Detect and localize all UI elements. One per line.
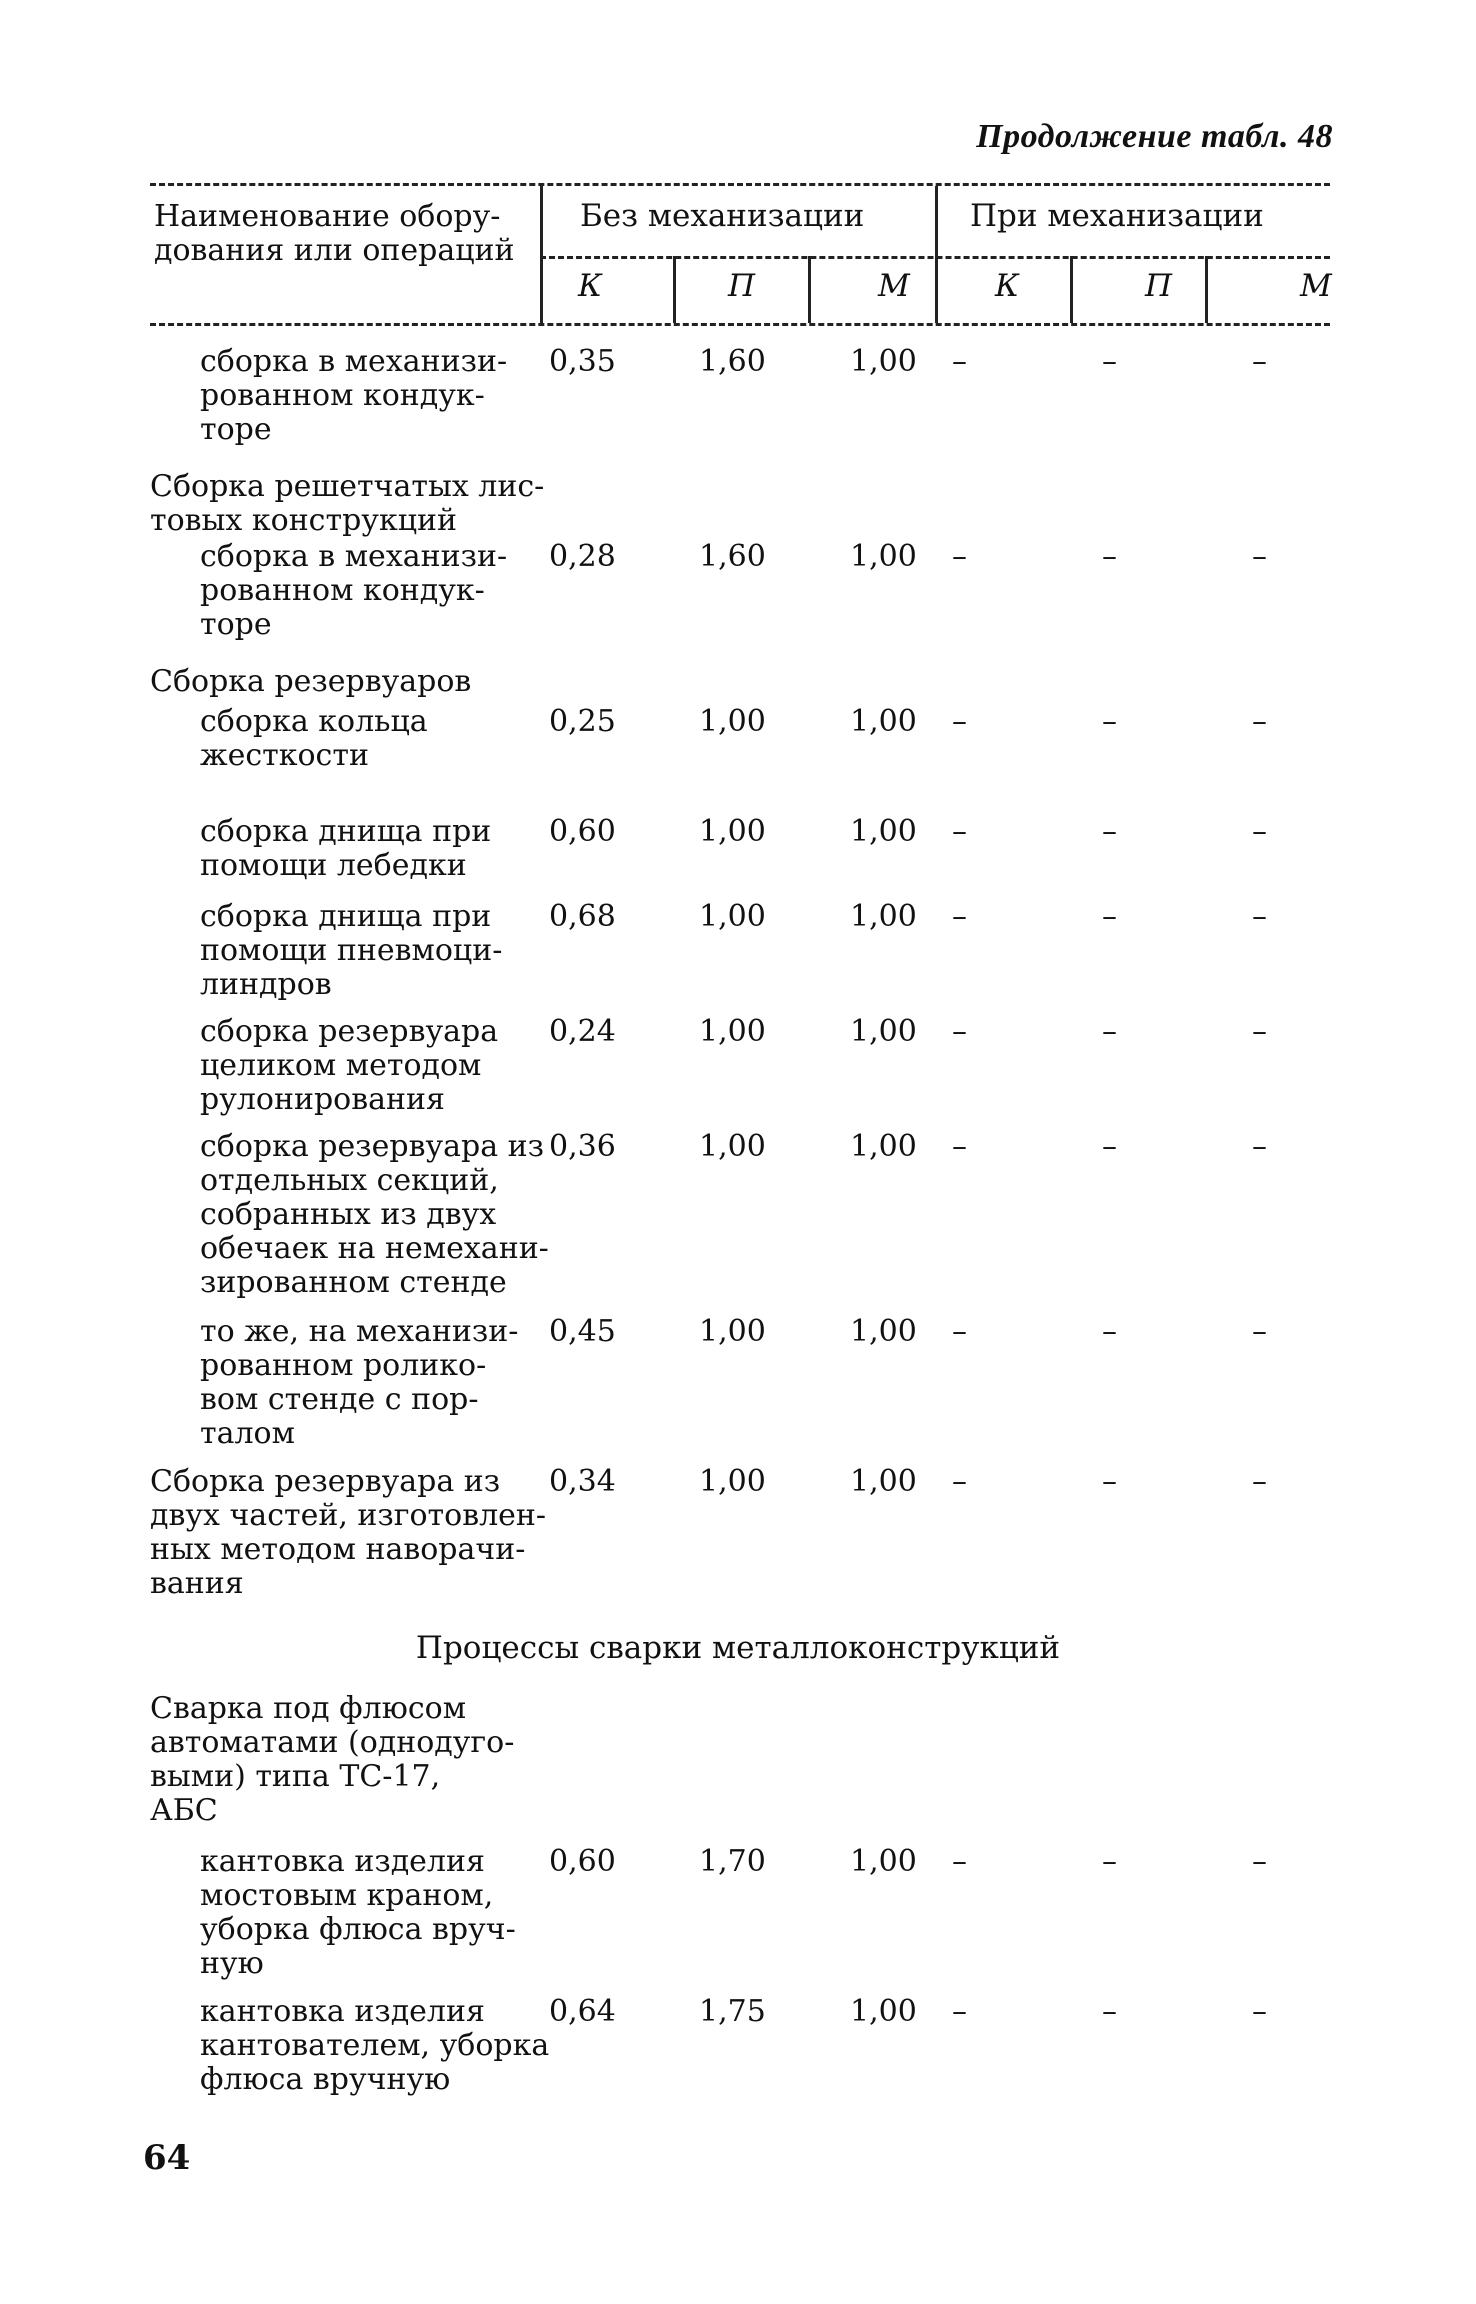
cell-d1: – bbox=[952, 1014, 967, 1049]
cell-p: 1,00 bbox=[699, 1129, 766, 1164]
cell-d1: – bbox=[952, 704, 967, 739]
table-caption: Продолжение табл. 48 bbox=[976, 118, 1333, 155]
header-name-column: Наименование обору- дования или операций bbox=[154, 199, 515, 268]
row-label: Сборка резервуара из двух частей, изготовлен- ных методом наворачи- вания bbox=[150, 1464, 547, 1601]
cell-d3: – bbox=[1252, 1844, 1267, 1879]
cell-d3: – bbox=[1252, 1129, 1267, 1164]
cell-d1: – bbox=[952, 344, 967, 379]
cell-p: 1,00 bbox=[699, 704, 766, 739]
cell-d2: – bbox=[1102, 899, 1117, 934]
row-label: Сборка резервуаров bbox=[150, 664, 472, 699]
cell-m: 1,00 bbox=[850, 899, 917, 934]
row-label: сборка в механизи- рованном кондук- торе bbox=[200, 344, 508, 447]
cell-d3: – bbox=[1252, 1014, 1267, 1049]
cell-d2: – bbox=[1102, 1844, 1117, 1879]
cell-m: 1,00 bbox=[850, 814, 917, 849]
cell-k: 0,60 bbox=[549, 814, 616, 849]
cell-d2: – bbox=[1102, 1314, 1117, 1349]
row-label: кантовка изделия мостовым краном, уборка флюса вруч- ную bbox=[200, 1844, 516, 1981]
header-divider bbox=[1070, 256, 1073, 323]
header-divider bbox=[1205, 256, 1208, 323]
row-label: сборка резервуара целиком методом рулонирования bbox=[200, 1014, 499, 1117]
cell-k: 0,35 bbox=[549, 344, 616, 379]
cell-p: 1,00 bbox=[699, 1464, 766, 1499]
header-subrule bbox=[540, 256, 1330, 259]
cell-m: 1,00 bbox=[850, 344, 917, 379]
cell-d2: – bbox=[1102, 814, 1117, 849]
header-col-m2: М bbox=[1300, 268, 1332, 304]
header-group-with-mechanization: При механизации bbox=[970, 198, 1264, 234]
header-divider bbox=[673, 256, 676, 323]
header-col-p1: П bbox=[728, 268, 756, 304]
cell-d3: – bbox=[1252, 814, 1267, 849]
cell-d3: – bbox=[1252, 539, 1267, 574]
cell-k: 0,34 bbox=[549, 1464, 616, 1499]
cell-m: 1,00 bbox=[850, 1314, 917, 1349]
cell-d1: – bbox=[952, 899, 967, 934]
cell-k: 0,45 bbox=[549, 1314, 616, 1349]
cell-p: 1,00 bbox=[699, 1314, 766, 1349]
cell-p: 1,70 bbox=[699, 1844, 766, 1879]
cell-d2: – bbox=[1102, 1129, 1117, 1164]
cell-p: 1,60 bbox=[699, 344, 766, 379]
cell-p: 1,00 bbox=[699, 899, 766, 934]
cell-d3: – bbox=[1252, 344, 1267, 379]
row-label: то же, на механизи- рованном ролико- вом стенде с пор- талом bbox=[200, 1314, 519, 1451]
header-group-without-mechanization: Без механизации bbox=[580, 198, 865, 234]
cell-m: 1,00 bbox=[850, 704, 917, 739]
cell-m: 1,00 bbox=[850, 1464, 917, 1499]
header-col-k1: К bbox=[578, 268, 602, 304]
row-label: сборка кольца жесткости bbox=[200, 704, 428, 773]
cell-m: 1,00 bbox=[850, 1129, 917, 1164]
cell-d2: – bbox=[1102, 1464, 1117, 1499]
cell-d1: – bbox=[952, 814, 967, 849]
row-label: сборка днища при помощи пневмоци- линдров bbox=[200, 899, 503, 1002]
cell-k: 0,24 bbox=[549, 1014, 616, 1049]
cell-p: 1,00 bbox=[699, 1014, 766, 1049]
row-label: сборка днища при помощи лебедки bbox=[200, 814, 492, 883]
cell-d2: – bbox=[1102, 704, 1117, 739]
cell-d1: – bbox=[952, 1994, 967, 2029]
cell-d3: – bbox=[1252, 704, 1267, 739]
cell-m: 1,00 bbox=[850, 1844, 917, 1879]
cell-d1: – bbox=[952, 1464, 967, 1499]
header-divider bbox=[540, 186, 543, 323]
cell-d3: – bbox=[1252, 1314, 1267, 1349]
cell-d3: – bbox=[1252, 899, 1267, 934]
row-label: сборка резервуара из отдельных секций, собранных из двух обечаек на немехани- зированном стенде bbox=[200, 1129, 549, 1300]
cell-d1: – bbox=[952, 1314, 967, 1349]
cell-k: 0,36 bbox=[549, 1129, 616, 1164]
cell-d2: – bbox=[1102, 1994, 1117, 2029]
cell-d3: – bbox=[1252, 1464, 1267, 1499]
cell-m: 1,00 bbox=[850, 539, 917, 574]
cell-p: 1,00 bbox=[699, 814, 766, 849]
header-col-m1: М bbox=[878, 268, 910, 304]
header-col-p2: П bbox=[1145, 268, 1173, 304]
cell-d2: – bbox=[1102, 1014, 1117, 1049]
cell-p: 1,60 bbox=[699, 539, 766, 574]
cell-d3: – bbox=[1252, 1994, 1267, 2029]
page-number: 64 bbox=[143, 2138, 191, 2178]
row-label: Сборка решетчатых лис- товых конструкций bbox=[150, 469, 545, 538]
cell-d1: – bbox=[952, 1844, 967, 1879]
row-label: Сварка под флюсом автоматами (однодуго- выми) типа ТС-17, АБС bbox=[150, 1691, 515, 1828]
row-label: кантовка изделия кантователем, уборка флюса вручную bbox=[200, 1994, 550, 2097]
cell-k: 0,25 bbox=[549, 704, 616, 739]
cell-m: 1,00 bbox=[850, 1994, 917, 2029]
section-title: Процессы сварки металлоконструкций bbox=[415, 1630, 1061, 1666]
cell-k: 0,68 bbox=[549, 899, 616, 934]
cell-d2: – bbox=[1102, 344, 1117, 379]
header-divider bbox=[935, 186, 938, 323]
cell-m: 1,00 bbox=[850, 1014, 917, 1049]
header-divider bbox=[808, 256, 811, 323]
table-header bbox=[150, 183, 1330, 326]
cell-d2: – bbox=[1102, 539, 1117, 574]
cell-k: 0,28 bbox=[549, 539, 616, 574]
cell-p: 1,75 bbox=[699, 1994, 766, 2029]
cell-k: 0,64 bbox=[549, 1994, 616, 2029]
cell-d1: – bbox=[952, 1129, 967, 1164]
cell-d1: – bbox=[952, 539, 967, 574]
cell-k: 0,60 bbox=[549, 1844, 616, 1879]
header-col-k2: К bbox=[995, 268, 1019, 304]
row-label: сборка в механизи- рованном кондук- торе bbox=[200, 539, 508, 642]
